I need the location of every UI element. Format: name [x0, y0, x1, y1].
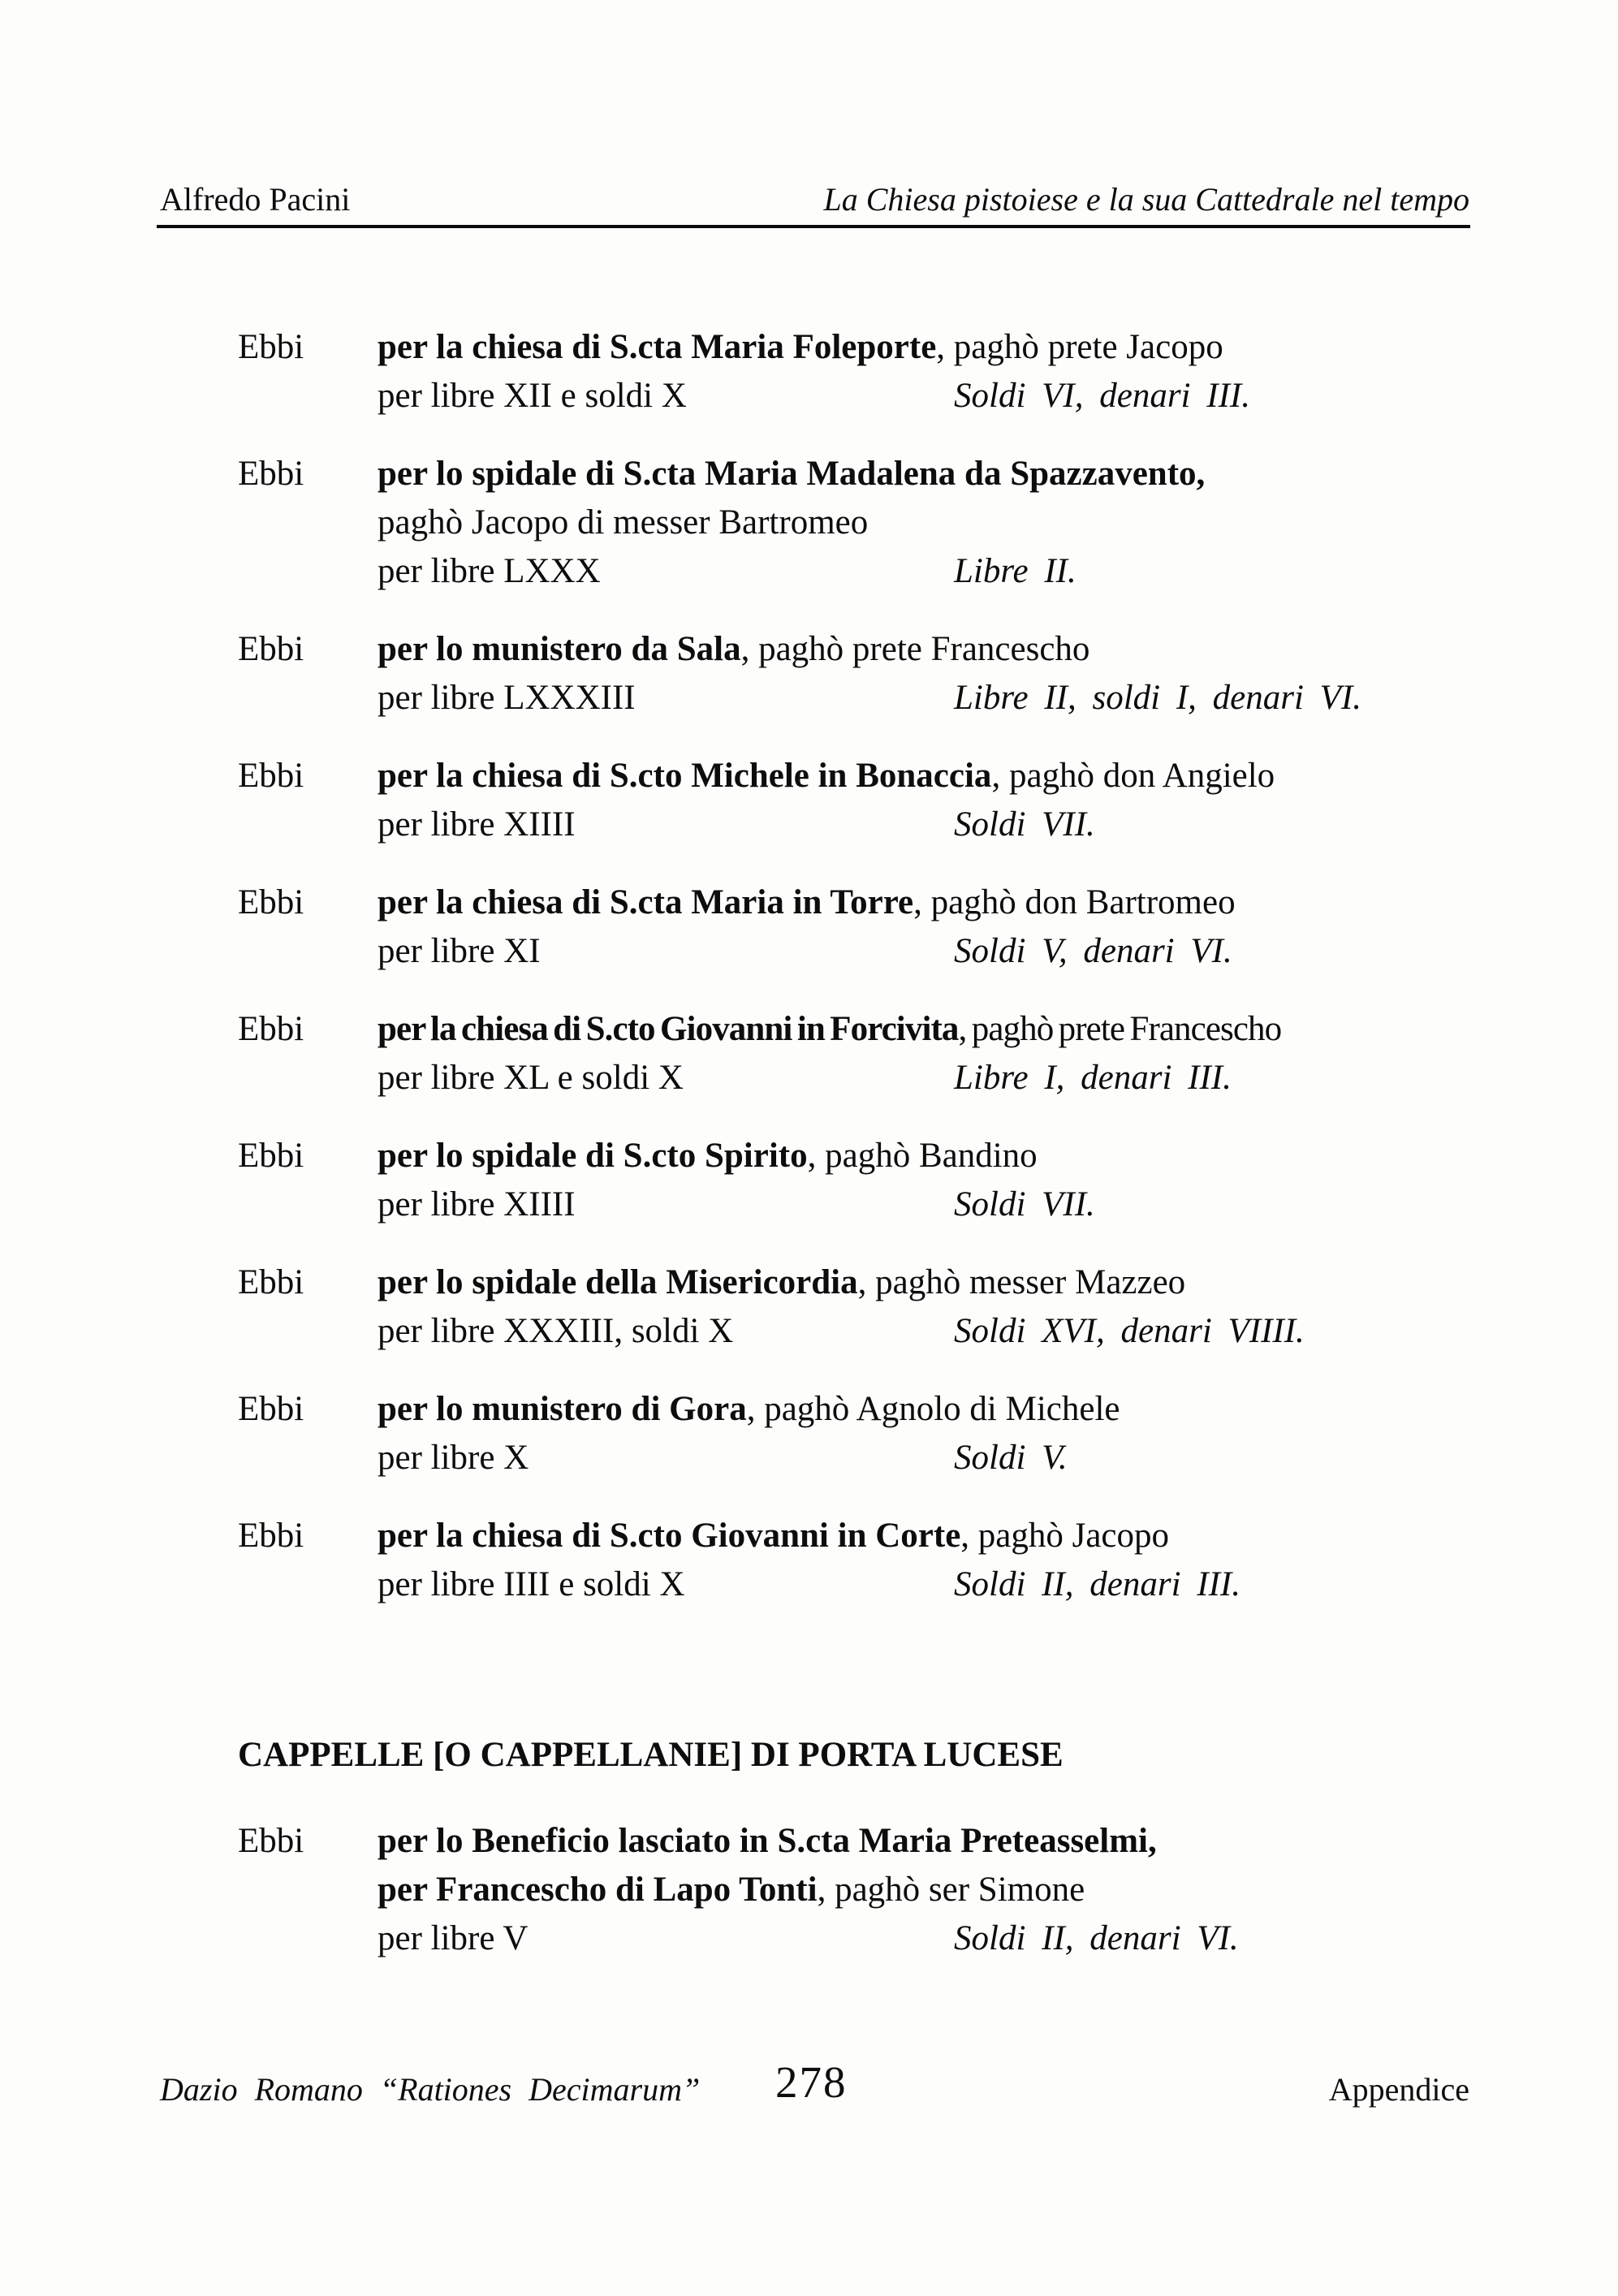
ledger-entry [160, 323, 1469, 421]
entry-amount: Soldi VI, denari III. [954, 377, 1250, 415]
entry-line [378, 1180, 1469, 1229]
entry-amount: Soldi VII. [954, 805, 1095, 844]
running-head-author: Alfredo Pacini [160, 181, 351, 218]
entry-label: Ebbi [238, 630, 304, 668]
footer-source-title: Dazio Romano “Rationes Decimarum” [160, 2071, 701, 2108]
entry-line [378, 372, 1469, 421]
page-footer [160, 2057, 1469, 2109]
entry-institution: per la chiesa di S.cta Maria in Torre [378, 883, 914, 921]
entry-assessment: per libre XI [378, 932, 541, 970]
entry-label: Ebbi [238, 883, 304, 921]
entry-line [378, 752, 1469, 801]
entry-amount: Soldi VII. [954, 1185, 1095, 1224]
ledger-entry [160, 1817, 1469, 1963]
entry-assessment: per libre X [378, 1439, 529, 1477]
entry-body [378, 752, 1469, 849]
entry-institution: per lo spidale di S.cta Maria Madalena da Spazzavento, [378, 455, 1206, 493]
entry-institution: per lo munistero di Gora [378, 1390, 747, 1428]
entry-body [378, 1258, 1469, 1356]
entry-benefactor: per Francescho di Lapo Tonti [378, 1871, 818, 1909]
ledger-entry [160, 1258, 1469, 1356]
entry-payer: paghò Jacopo di messer Bartromeo [378, 503, 869, 542]
ledger-entry [160, 1005, 1469, 1103]
entry-body [378, 1132, 1469, 1229]
ledger-entry [160, 1385, 1469, 1482]
entry-payer: , paghò don Bartromeo [913, 883, 1236, 921]
entry-amount: Soldi II, denari VI. [954, 1919, 1239, 1957]
page-number: 278 [775, 2057, 848, 2107]
entry-line [378, 1307, 1469, 1356]
entry-assessment: per libre XII e soldi X [378, 377, 687, 415]
entry-assessment: per libre XXXIII, soldi X [378, 1312, 734, 1350]
entry-line [378, 801, 1469, 849]
running-head [160, 180, 1469, 219]
entry-institution: per lo spidale della Misericordia [378, 1263, 858, 1301]
entry-payer: , paghò messer Mazzeo [857, 1263, 1186, 1301]
entry-line [378, 450, 1469, 498]
entry-payer: , paghò Bandino [807, 1137, 1038, 1175]
entry-line [378, 927, 1469, 976]
ledger-entry [160, 625, 1469, 723]
entry-amount: Soldi XVI, denari VIIII. [954, 1312, 1305, 1350]
entry-label: Ebbi [238, 1822, 304, 1860]
entry-line [378, 547, 1469, 596]
entry-amount: Soldi II, denari III. [954, 1565, 1241, 1603]
entry-assessment: per libre XIIII [378, 805, 576, 844]
entry-label: Ebbi [238, 1263, 304, 1301]
entry-assessment: per libre XL e soldi X [378, 1059, 684, 1097]
entry-assessment: per libre IIII e soldi X [378, 1565, 685, 1603]
entry-label: Ebbi [238, 1010, 304, 1048]
entry-amount: Libre I, denari III. [954, 1059, 1232, 1097]
entry-line [378, 1866, 1469, 1914]
entry-assessment: per libre LXXXIII [378, 679, 636, 717]
entry-body [378, 1385, 1469, 1482]
entry-line [378, 323, 1469, 372]
entry-amount: Soldi V, denari VI. [954, 932, 1232, 970]
entry-line [378, 1132, 1469, 1180]
ledger-body [160, 323, 1469, 1992]
entry-amount: Soldi V. [954, 1439, 1068, 1477]
entry-line [378, 674, 1469, 723]
entry-body [378, 1005, 1469, 1103]
ledger-entry [160, 878, 1469, 976]
entry-payer: , paghò don Angielo [991, 757, 1275, 795]
entry-line [378, 1817, 1469, 1866]
entry-body [378, 450, 1469, 596]
entry-institution: per la chiesa di S.cto Michele in Bonaccia [378, 757, 992, 795]
entry-body [378, 323, 1469, 421]
ledger-entry [160, 450, 1469, 596]
entry-institution: per lo spidale di S.cto Spirito [378, 1137, 808, 1175]
entry-payer: , paghò Jacopo [960, 1517, 1170, 1555]
section-heading: CAPPELLE [O CAPPELLANIE] DI PORTA LUCESE [238, 1736, 1064, 1774]
entry-institution: per la chiesa di S.cto Giovanni in Forcivita [378, 1010, 959, 1048]
entry-label: Ebbi [238, 1390, 304, 1428]
entry-line [378, 498, 1469, 547]
entry-assessment: per libre LXXX [378, 552, 601, 590]
entry-line [378, 625, 1469, 674]
entry-line [378, 1434, 1469, 1482]
entry-payer: , paghò Agnolo di Michele [746, 1390, 1120, 1428]
entry-line [378, 878, 1469, 927]
entry-body [378, 878, 1469, 976]
entry-line [378, 1914, 1469, 1963]
entry-institution: per la chiesa di S.cta Maria Foleporte [378, 328, 937, 366]
ledger-entry [160, 1132, 1469, 1229]
entry-label: Ebbi [238, 328, 304, 366]
entry-line [378, 1512, 1469, 1560]
ledger-entry [160, 1512, 1469, 1609]
entry-label: Ebbi [238, 757, 304, 795]
entry-payer: , paghò prete Jacopo [936, 328, 1223, 366]
entry-payer: , paghò prete Francescho [740, 630, 1090, 668]
entry-body [378, 1817, 1469, 1963]
entry-label: Ebbi [238, 455, 304, 493]
entry-line [378, 1560, 1469, 1609]
entry-body [378, 625, 1469, 723]
entry-assessment: per libre V [378, 1919, 529, 1957]
entry-payer: , paghò ser Simone [817, 1871, 1085, 1909]
entry-line [378, 1005, 1469, 1054]
entry-institution: per lo munistero da Sala [378, 630, 741, 668]
entry-line [378, 1054, 1469, 1103]
entry-institution: per la chiesa di S.cto Giovanni in Corte [378, 1517, 961, 1555]
entry-amount: Libre II. [954, 552, 1077, 590]
entry-label: Ebbi [238, 1137, 304, 1175]
entry-label: Ebbi [238, 1517, 304, 1555]
header-rule [157, 225, 1470, 228]
entry-line [378, 1385, 1469, 1434]
entry-body [378, 1512, 1469, 1609]
entry-assessment: per libre XIIII [378, 1185, 576, 1224]
entry-payer: , paghò prete Francescho [958, 1010, 1282, 1048]
entry-institution: per lo Beneficio lasciato in S.cta Maria Preteasselmi, [378, 1822, 1157, 1860]
ledger-entry [160, 752, 1469, 849]
entry-line [378, 1258, 1469, 1307]
footer-section-label: Appendice [1328, 2071, 1469, 2108]
entry-amount: Libre II, soldi I, denari VI. [954, 679, 1362, 717]
running-head-title: La Chiesa pistoiese e la sua Cattedrale nel tempo [823, 181, 1469, 218]
